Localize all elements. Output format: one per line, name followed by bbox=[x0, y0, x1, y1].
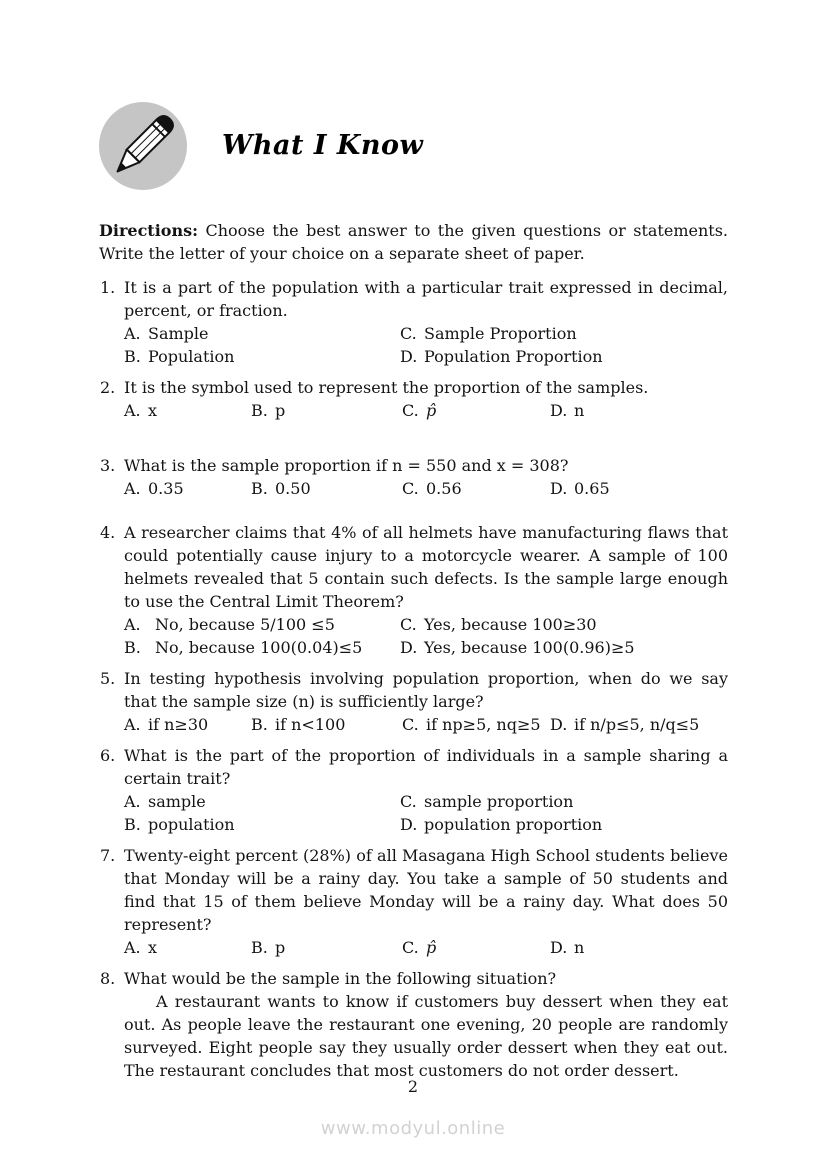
option-letter: C. bbox=[400, 792, 417, 811]
option-d bbox=[550, 713, 728, 736]
option-text: if n<100 bbox=[275, 715, 346, 734]
option-text: 0.56 bbox=[426, 479, 462, 498]
option-text: Population Proportion bbox=[424, 347, 603, 366]
option-letter: B. bbox=[124, 347, 141, 366]
option-text: population bbox=[148, 815, 235, 834]
option-b bbox=[251, 477, 402, 500]
page-number: 2 bbox=[407, 1077, 419, 1096]
question-number: 5. bbox=[100, 669, 116, 688]
option-text: if np≥5, nq≥5 bbox=[426, 715, 541, 734]
page-content bbox=[0, 102, 826, 1082]
option-text: Sample Proportion bbox=[424, 324, 577, 343]
question-2 bbox=[99, 376, 728, 422]
option-text: Yes, because 100(0.96)≥5 bbox=[424, 638, 635, 657]
question-number: 8. bbox=[100, 969, 116, 988]
option-letter: B. bbox=[251, 715, 268, 734]
option-text: n bbox=[574, 938, 585, 957]
question-1 bbox=[99, 276, 728, 368]
option-letter: C. bbox=[402, 479, 419, 498]
option-text: p̂ bbox=[426, 938, 437, 957]
option-c bbox=[400, 613, 728, 636]
options-row bbox=[124, 636, 728, 659]
option-letter: A. bbox=[124, 479, 141, 498]
option-a bbox=[124, 477, 251, 500]
question-text: What is the part of the proportion of individuals in a sample sharing a certain trait? bbox=[124, 746, 728, 788]
option-b bbox=[124, 813, 400, 836]
option-b bbox=[251, 713, 402, 736]
question-text: A researcher claims that 4% of all helmets have manufacturing flaws that could potentially cause injury to a motorcycle wearer. A sample of 100 helmets revealed that 5 contain such defects. Is the sample large enough to use the Central Limit Theorem? bbox=[124, 523, 728, 611]
question-text: What would be the sample in the following situation? bbox=[124, 969, 557, 988]
option-text: n bbox=[574, 401, 585, 420]
question-list bbox=[99, 276, 728, 1082]
option-letter: A. bbox=[124, 401, 141, 420]
option-d bbox=[550, 477, 728, 500]
option-text: p bbox=[275, 938, 286, 957]
option-a bbox=[124, 936, 251, 959]
option-letter: C. bbox=[400, 324, 417, 343]
option-a bbox=[124, 713, 251, 736]
option-text: 0.35 bbox=[148, 479, 184, 498]
question-4 bbox=[99, 521, 728, 659]
option-c bbox=[402, 936, 550, 959]
option-text: Yes, because 100≥30 bbox=[424, 615, 597, 634]
option-letter: C. bbox=[402, 938, 419, 957]
pencil-icon bbox=[99, 102, 187, 190]
option-letter: D. bbox=[400, 347, 418, 366]
options-row bbox=[124, 399, 728, 422]
option-b bbox=[251, 399, 402, 422]
option-b bbox=[124, 345, 400, 368]
option-letter: D. bbox=[550, 479, 568, 498]
option-letter: C. bbox=[402, 715, 419, 734]
option-b bbox=[251, 936, 402, 959]
option-letter: C. bbox=[402, 401, 419, 420]
option-letter: D. bbox=[400, 638, 418, 657]
options-row bbox=[124, 790, 728, 813]
option-d bbox=[550, 399, 728, 422]
option-text: sample proportion bbox=[424, 792, 574, 811]
option-letter: B. bbox=[251, 938, 268, 957]
options-row bbox=[124, 936, 728, 959]
option-text: population proportion bbox=[424, 815, 603, 834]
page-title: What I Know bbox=[222, 130, 424, 161]
option-b bbox=[124, 636, 400, 659]
options-row bbox=[124, 813, 728, 836]
question-3 bbox=[99, 454, 728, 500]
question-number: 4. bbox=[100, 523, 116, 542]
options-row bbox=[124, 322, 728, 345]
option-letter: A. bbox=[124, 792, 141, 811]
options-row bbox=[124, 713, 728, 736]
option-text: Sample bbox=[148, 324, 209, 343]
directions-text: Choose the best answer to the given questions or statements. Write the letter of your choice on a separate sheet of paper. bbox=[99, 221, 728, 263]
option-a bbox=[124, 790, 400, 813]
option-letter: D. bbox=[550, 401, 568, 420]
options-row bbox=[124, 613, 728, 636]
option-d bbox=[400, 345, 728, 368]
question-number: 3. bbox=[100, 456, 116, 475]
directions bbox=[99, 219, 728, 265]
option-d bbox=[550, 936, 728, 959]
question-number: 6. bbox=[100, 746, 116, 765]
option-d bbox=[400, 813, 728, 836]
question-text: Twenty-eight percent (28%) of all Masagana High School students believe that Monday will be a rainy day. You take a sample of 50 students and find that 15 of them believe Monday will be a rainy day. What does 50 represent? bbox=[124, 846, 728, 934]
option-letter: D. bbox=[550, 938, 568, 957]
option-c bbox=[400, 790, 728, 813]
option-letter: A. bbox=[124, 938, 141, 957]
question-number: 7. bbox=[100, 846, 116, 865]
option-letter: B. bbox=[124, 815, 141, 834]
question-8 bbox=[99, 967, 728, 1082]
directions-label: Directions: bbox=[99, 221, 198, 240]
option-text: x bbox=[148, 401, 158, 420]
option-c bbox=[402, 477, 550, 500]
option-text: No, because 100(0.04)≤5 bbox=[155, 638, 363, 657]
option-text: x bbox=[148, 938, 158, 957]
option-text: 0.50 bbox=[275, 479, 311, 498]
section-header bbox=[99, 102, 728, 190]
question-text: In testing hypothesis involving population proportion, when do we say that the sample size (n) is sufficiently large? bbox=[124, 669, 728, 711]
option-letter: D. bbox=[400, 815, 418, 834]
option-letter: A. bbox=[124, 324, 141, 343]
option-letter: B. bbox=[124, 638, 141, 657]
option-letter: B. bbox=[251, 401, 268, 420]
option-text: if n≥30 bbox=[148, 715, 209, 734]
question-7 bbox=[99, 844, 728, 959]
question-paragraph: A restaurant wants to know if customers buy dessert when they eat out. As people leave the restaurant one evening, 20 people are randomly surveyed. Eight people say they usually order dessert when they eat out. The restaurant concludes that most customers do not order dessert. bbox=[124, 992, 728, 1080]
options-row bbox=[124, 345, 728, 368]
option-text: Population bbox=[148, 347, 235, 366]
option-a bbox=[124, 399, 251, 422]
question-text: What is the sample proportion if n = 550 and x = 308? bbox=[124, 456, 569, 475]
question-text: It is a part of the population with a particular trait expressed in decimal, percent, or fraction. bbox=[124, 278, 728, 320]
question-5 bbox=[99, 667, 728, 736]
option-letter: A. bbox=[124, 715, 141, 734]
question-number: 2. bbox=[100, 378, 116, 397]
option-text: if n/p≤5, n/q≤5 bbox=[574, 715, 700, 734]
watermark: www.modyul.online bbox=[320, 1118, 506, 1139]
option-a bbox=[124, 322, 400, 345]
question-text: It is the symbol used to represent the proportion of the samples. bbox=[124, 378, 649, 397]
question-number: 1. bbox=[100, 278, 116, 297]
question-6 bbox=[99, 744, 728, 836]
option-c bbox=[402, 713, 550, 736]
options-row bbox=[124, 477, 728, 500]
option-text: p bbox=[275, 401, 286, 420]
option-text: 0.65 bbox=[574, 479, 610, 498]
option-letter: D. bbox=[550, 715, 568, 734]
option-letter: B. bbox=[251, 479, 268, 498]
option-text: No, because 5/100 ≤5 bbox=[155, 615, 335, 634]
option-d bbox=[400, 636, 728, 659]
option-text: p̂ bbox=[426, 401, 437, 420]
option-c bbox=[400, 322, 728, 345]
option-a bbox=[124, 613, 400, 636]
option-c bbox=[402, 399, 550, 422]
option-text: sample bbox=[148, 792, 206, 811]
option-letter: A. bbox=[124, 615, 141, 634]
option-letter: C. bbox=[400, 615, 417, 634]
